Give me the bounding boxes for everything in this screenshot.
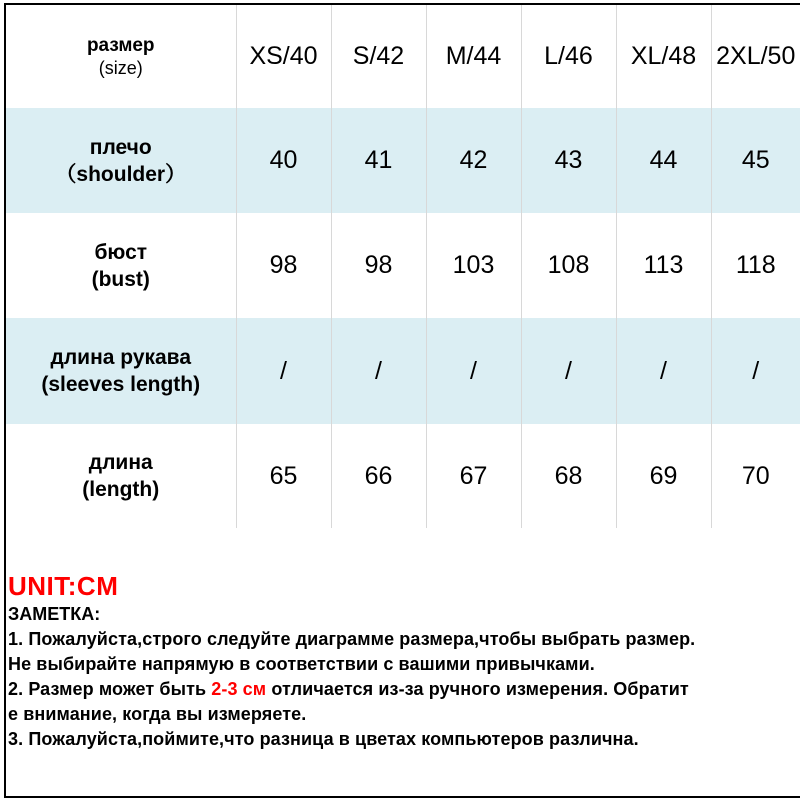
note-line-3-start: 2. Размер может быть	[8, 679, 212, 699]
value-cell: 43	[521, 108, 616, 213]
row-label: бюст	[94, 240, 148, 264]
row-label-cell	[6, 318, 236, 424]
value-cell: 113	[616, 213, 711, 318]
size-l: L/46	[521, 5, 616, 108]
notes-heading: ЗАМЕТКА:	[8, 604, 101, 624]
value-cell: 69	[616, 424, 711, 528]
notes-section	[8, 570, 798, 752]
value-cell: /	[711, 318, 800, 424]
value-cell: /	[426, 318, 521, 424]
row-sublabel: （shoulder）	[55, 162, 187, 186]
size-table	[6, 5, 800, 528]
header-label-cell	[6, 5, 236, 108]
value-cell: 44	[616, 108, 711, 213]
table-row-sleeves	[6, 318, 800, 424]
note-line-1: 1. Пожалуйста,строго следуйте диаграмме размера,чтобы выбрать размер.	[8, 629, 696, 649]
value-cell: 45	[711, 108, 800, 213]
row-label: плечо	[89, 135, 152, 159]
row-label: длина	[88, 451, 153, 474]
value-cell: 40	[236, 108, 331, 213]
unit-label: UNIT:CM	[8, 571, 119, 601]
row-label-cell	[6, 424, 236, 528]
row-sublabel: (sleeves length)	[41, 373, 201, 396]
value-cell: /	[236, 318, 331, 424]
header-sublabel: (size)	[98, 58, 143, 78]
value-cell: 98	[331, 213, 426, 318]
value-cell: 70	[711, 424, 800, 528]
note-line-5: 3. Пожалуйста,поймите,что разница в цветах компьютеров различна.	[8, 729, 639, 749]
header-row	[6, 5, 800, 108]
note-line-3	[8, 677, 798, 702]
value-cell: 42	[426, 108, 521, 213]
value-cell: 66	[331, 424, 426, 528]
value-cell: 41	[331, 108, 426, 213]
row-sublabel: (length)	[82, 478, 160, 501]
value-cell: 103	[426, 213, 521, 318]
size-xs: XS/40	[236, 5, 331, 108]
table-row-length	[6, 424, 800, 528]
row-label: длина рукава	[50, 346, 191, 369]
table-row-bust	[6, 213, 800, 318]
note-line-4: е внимание, когда вы измеряете.	[8, 704, 307, 724]
table-row-shoulder	[6, 108, 800, 213]
row-label-cell	[6, 213, 236, 318]
tolerance-highlight: 2-3 см	[211, 679, 267, 699]
note-line-2: Не выбирайте напрямую в соответствии с вашими привычками.	[8, 654, 595, 674]
size-xl: XL/48	[616, 5, 711, 108]
value-cell: 108	[521, 213, 616, 318]
value-cell: /	[331, 318, 426, 424]
size-m: M/44	[426, 5, 521, 108]
value-cell: 65	[236, 424, 331, 528]
value-cell: 98	[236, 213, 331, 318]
value-cell: /	[521, 318, 616, 424]
value-cell: 67	[426, 424, 521, 528]
row-label-cell	[6, 108, 236, 213]
value-cell: 118	[711, 213, 800, 318]
header-label: размер	[86, 35, 155, 56]
value-cell: /	[616, 318, 711, 424]
size-s: S/42	[331, 5, 426, 108]
value-cell: 68	[521, 424, 616, 528]
row-sublabel: (bust)	[91, 267, 150, 291]
size-2xl: 2XL/50	[711, 5, 800, 108]
note-line-3-end: отличается из-за ручного измерения. Обратит	[266, 679, 689, 699]
